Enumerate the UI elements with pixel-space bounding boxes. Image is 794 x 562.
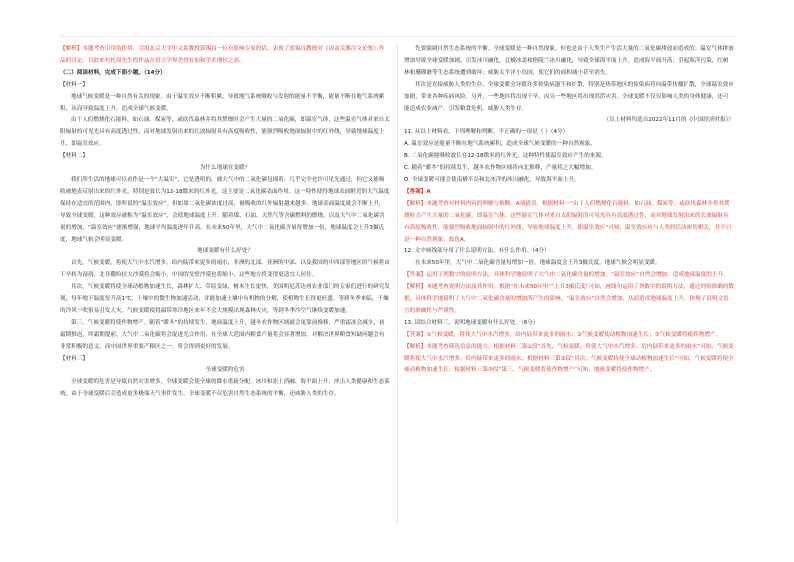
- right-column: [404, 44, 734, 377]
- question-13: 13. 请结合材料三，说明地球变暖有什么好处。（6分）: [404, 319, 539, 326]
- material-2-label: 【材料二】: [60, 153, 88, 160]
- analysis-11: 【解析】本题考查对材料内容的理解与推断。A项错误，根据材料一“由于人们燃烧化石能料，如石油，煤炭等，或砍伐森林并将其焚烧时会产生大量的二氧化碳，即温室气体，这些温室气体对来自太阳辐射的可见光具有高度透过性，而对地球发射出来的长波辐射具有高度吸收性，能强烈吸收地面辐射中的红外线，导致地球温度上升，即温室效应”可知，温室效应应与人类的活动密切相关，并不只是一种自然现象。故选A。: [404, 200, 732, 243]
- material-2-paragraph-4: 第三，气候变暖将使作物增产。随着“暖冬”的持续发生，地面温度上升，越冬农作物区域就会更靠前推移，严重霜冻会减少，初霜期推迟，终霜期提前，大气中二氧化碳将会促进光合作用，在全球大范围内粮食产量将会显著增加，对解决世界粮食短缺问题会有非常积极的意义，而中国世界重要产粮区之一，将会得到更好的发展。: [60, 319, 385, 350]
- material-3-paragraph-1: 全球变暖的危害是导致自然灾害增多，全球变暖会使全球的降水重新分配、冰川和冻土消融、海平面上升，冲击人类健康和生态系统。由于全球变暖后会造成更多极端天气事件发生，全球变暖不仅危害自然生态系统的平衡，还威胁人类的生存。: [60, 379, 390, 398]
- answer-11: 【答案】A: [404, 188, 431, 195]
- question-12: 12. 文中画线部分用了什么说明方法，有什么作用。（4分）: [404, 248, 550, 255]
- material-3-label: 【材料三】: [60, 355, 88, 362]
- header-divider: [60, 36, 734, 37]
- material-2-paragraph-1: 我们所生活的地球可以看作是一个“大温室”，它是透明的，被大气中的二氧化碳包围着，几乎完全允许可见光通过，但它又能吸收被地表反射出来的红外光，特别是波长为12-18微米的红外光，这主要是二氧化碳表面作用。这一特性使得地球表面附近的大气温度保持在适宜的范围内，即所说的“温室效应”。但如果二氧化碳浓度过高，被吸收的红外辐射越来越多，地球表面温度就会不断上升，导致全球变暖，这种效应被称为“温室效应”，会使地球温度上升。随着煤、石油、天然气等含碳燃料的燃烧，以及大气中二氧化碳含量的增加，“温室效应”逐渐增强，地球平均温度逐年升高。在未来50年里，大气中二氧化碳含量每增加一倍，地球温度会上升3摄氏度，地球气候会明显变暖。: [60, 176, 390, 243]
- material-2-paragraph-2: 首先，气候变暖，将使大气中水汽增多，给内陆带来更多的雨水，非洲的北部、亚洲的中部、以及我国的中西部等地区的气候将由干旱转为湿润，北非撒哈拉大沙漠将会缩小，中国的戈壁沙漠也将缩小，这些地方将变得更适宜人居住。: [60, 260, 390, 279]
- analysis-13: 【解析】本题考查筛选信息的能力。根据材料三第①段“首先，气候变暖，将使大气中水汽增多，给内陆带来更多的雨水”可知，气候变暖将使大气中水汽增多，给内陆带来更多的雨水；根据材料三第②段“其次，气候变暖将使全球动植物加速生长”可知，气候变暖将使全球动植物加速生长；根据材料三第③段“第三，气候变暖将使作物增产”可知，地球变暖将使作物增产。: [404, 343, 734, 374]
- material-2-title: 为什么地球在变暖？: [199, 165, 251, 172]
- left-column: [60, 44, 390, 401]
- question-11-option-b: B. 二氧化碳能吸收波长在12-18微米的红外光，这种特性使温室效应产生的来源。: [404, 153, 607, 160]
- question-11: 11. 从以上材料看，下列理解和判断，不正确的一项是（ ）（4分）: [404, 129, 569, 136]
- right-paragraph-1: 先要强调自然生态系统的平衡。全球变暖是一种自然现象，但也是由于人类生产生活大量的二氧化碳排放而造成的。温室气体排放增加导致全球变暖加剧，引发冰川融化，北极冰盖和格陵兰冰川融化，导致全球海平面上升，造成海平面升高；引起海洋污染，红树林和珊瑚礁等生态系统遭到破坏；威胁太平洋小岛国，使它们的面积减小甚至消失。: [404, 46, 734, 76]
- material-1-paragraph-2: 由于人们燃烧化石能料，如石油，煤炭等，或砍伐森林并将其焚烧时会产生大量的二氧化碳，即温室气体，这些温室气体对来自太阳辐射的可见光具有高度透过性，而对地球发射出来的长波辐射具有高度吸收性，能强烈吸收地面辐射中的红外线，导致地球温度上升，即温室效应。: [60, 117, 390, 148]
- answer-12: 【答案】运用了列数字的说明方法，具体科学地说明了大气中二氧化碳含量的增加，“温室效应”自然会增加，造成地球温度的上升。: [404, 272, 729, 279]
- source-note: （以上材料均选自2022年11月的《中国经济时报》）: [603, 117, 734, 124]
- section-heading: （二）阅读材料，完成下面小题。（14分）: [60, 69, 166, 76]
- question-11-option-a: A. 温室效应是能量不断在地气系统累积，造成全球气候变暖的一种自然现象。: [404, 141, 596, 148]
- question-11-option-c: C. 随着“暖冬”的持续发生，越冬农作物区域将向北推移，产量将之大幅增加。: [404, 165, 597, 172]
- column-divider: [397, 44, 398, 524]
- material-2-paragraph-3: 其次，气候变暖将使全球动植物加速生长，森林扩大、草原变绿，树木生长更快，美国明尼苏达州农业部门的专家们进行的研究发现，每年地下温度每升高1℃，土壤中的微生物加速活动，并能加速土壤中有机物的分解，使植物生长得更旺盛。等到冬季来临，干燥的冷风一吹很易引发大火，气候变暖使得温带寒冷地区来年不会大规模出现森林火灾，等到冬季冷空气继续变暖加速。: [60, 284, 390, 314]
- material-1-label: 【材料一】: [60, 81, 88, 88]
- question-12-text: 在未来50年里，大气中二氧化碳含量每增加一倍，地球温度会上升3摄氏度，地球气候会明显变暖。: [415, 260, 661, 267]
- answer-13: 【答案】①气候变暖，将使大气中水汽增多，给内陆带来更多的雨水；②气候变暖使动植物加速生长；③气候变暖将使作物增产。: [404, 331, 722, 338]
- material-3-title: 全球变暖的危害: [205, 367, 245, 374]
- material-1-paragraph-1: 地球气候变暖是一种自然有关的现象。由于温室效应不断积累，导致地气系统吸收与发射的能量不平衡，能量不断在地气系统累积，从而导致温度上升，造成全球气候变暖。: [60, 93, 385, 112]
- material-2-subtitle: 地球变暖有什么好处？: [197, 248, 253, 255]
- analysis-top: 【解析】本题考查引用的作用。引用北京大学中文系教授郭锡良一位有影响专家的话，表现了郭锡良教授对《周南关雎注文论集》作品的肯定，以此来衬托周先生的作品在语言学界美誉有加和学术地位之高。: [60, 46, 385, 64]
- question-11-option-d: D. 全球变暖可能会使南极半岛和北冰洋的冰川融化，导致海平面上升。: [404, 176, 580, 183]
- right-paragraph-2: 其次是直接威胁人类的生存，全球变暖会导致许多传染病滋生和扩散，特别是热带地区的传染病将向温带传播扩散，全球温室效应加剧，带来各种疾病风险。另外，一些地区将出现干旱，而另一些地区将出现洪涝灾害。全球变暖不仅仅影响人类的身体健康，还可能造成农业减产，引发粮食危机，威胁人类生存。: [404, 81, 734, 112]
- analysis-12: 【解析】本题考查说明方法及其作用。根据“在未来50年里”“上升3摄氏度”可知，画线句运用了列数字的说明方法，通过列举准确的数据，具体科学地说明了大气中二氧化碳含量的增加所产生的影响，“温室效应”自然会增加，从而造成地球温度上升，体现了说明文语言的准确性与严谨性。: [404, 284, 734, 314]
